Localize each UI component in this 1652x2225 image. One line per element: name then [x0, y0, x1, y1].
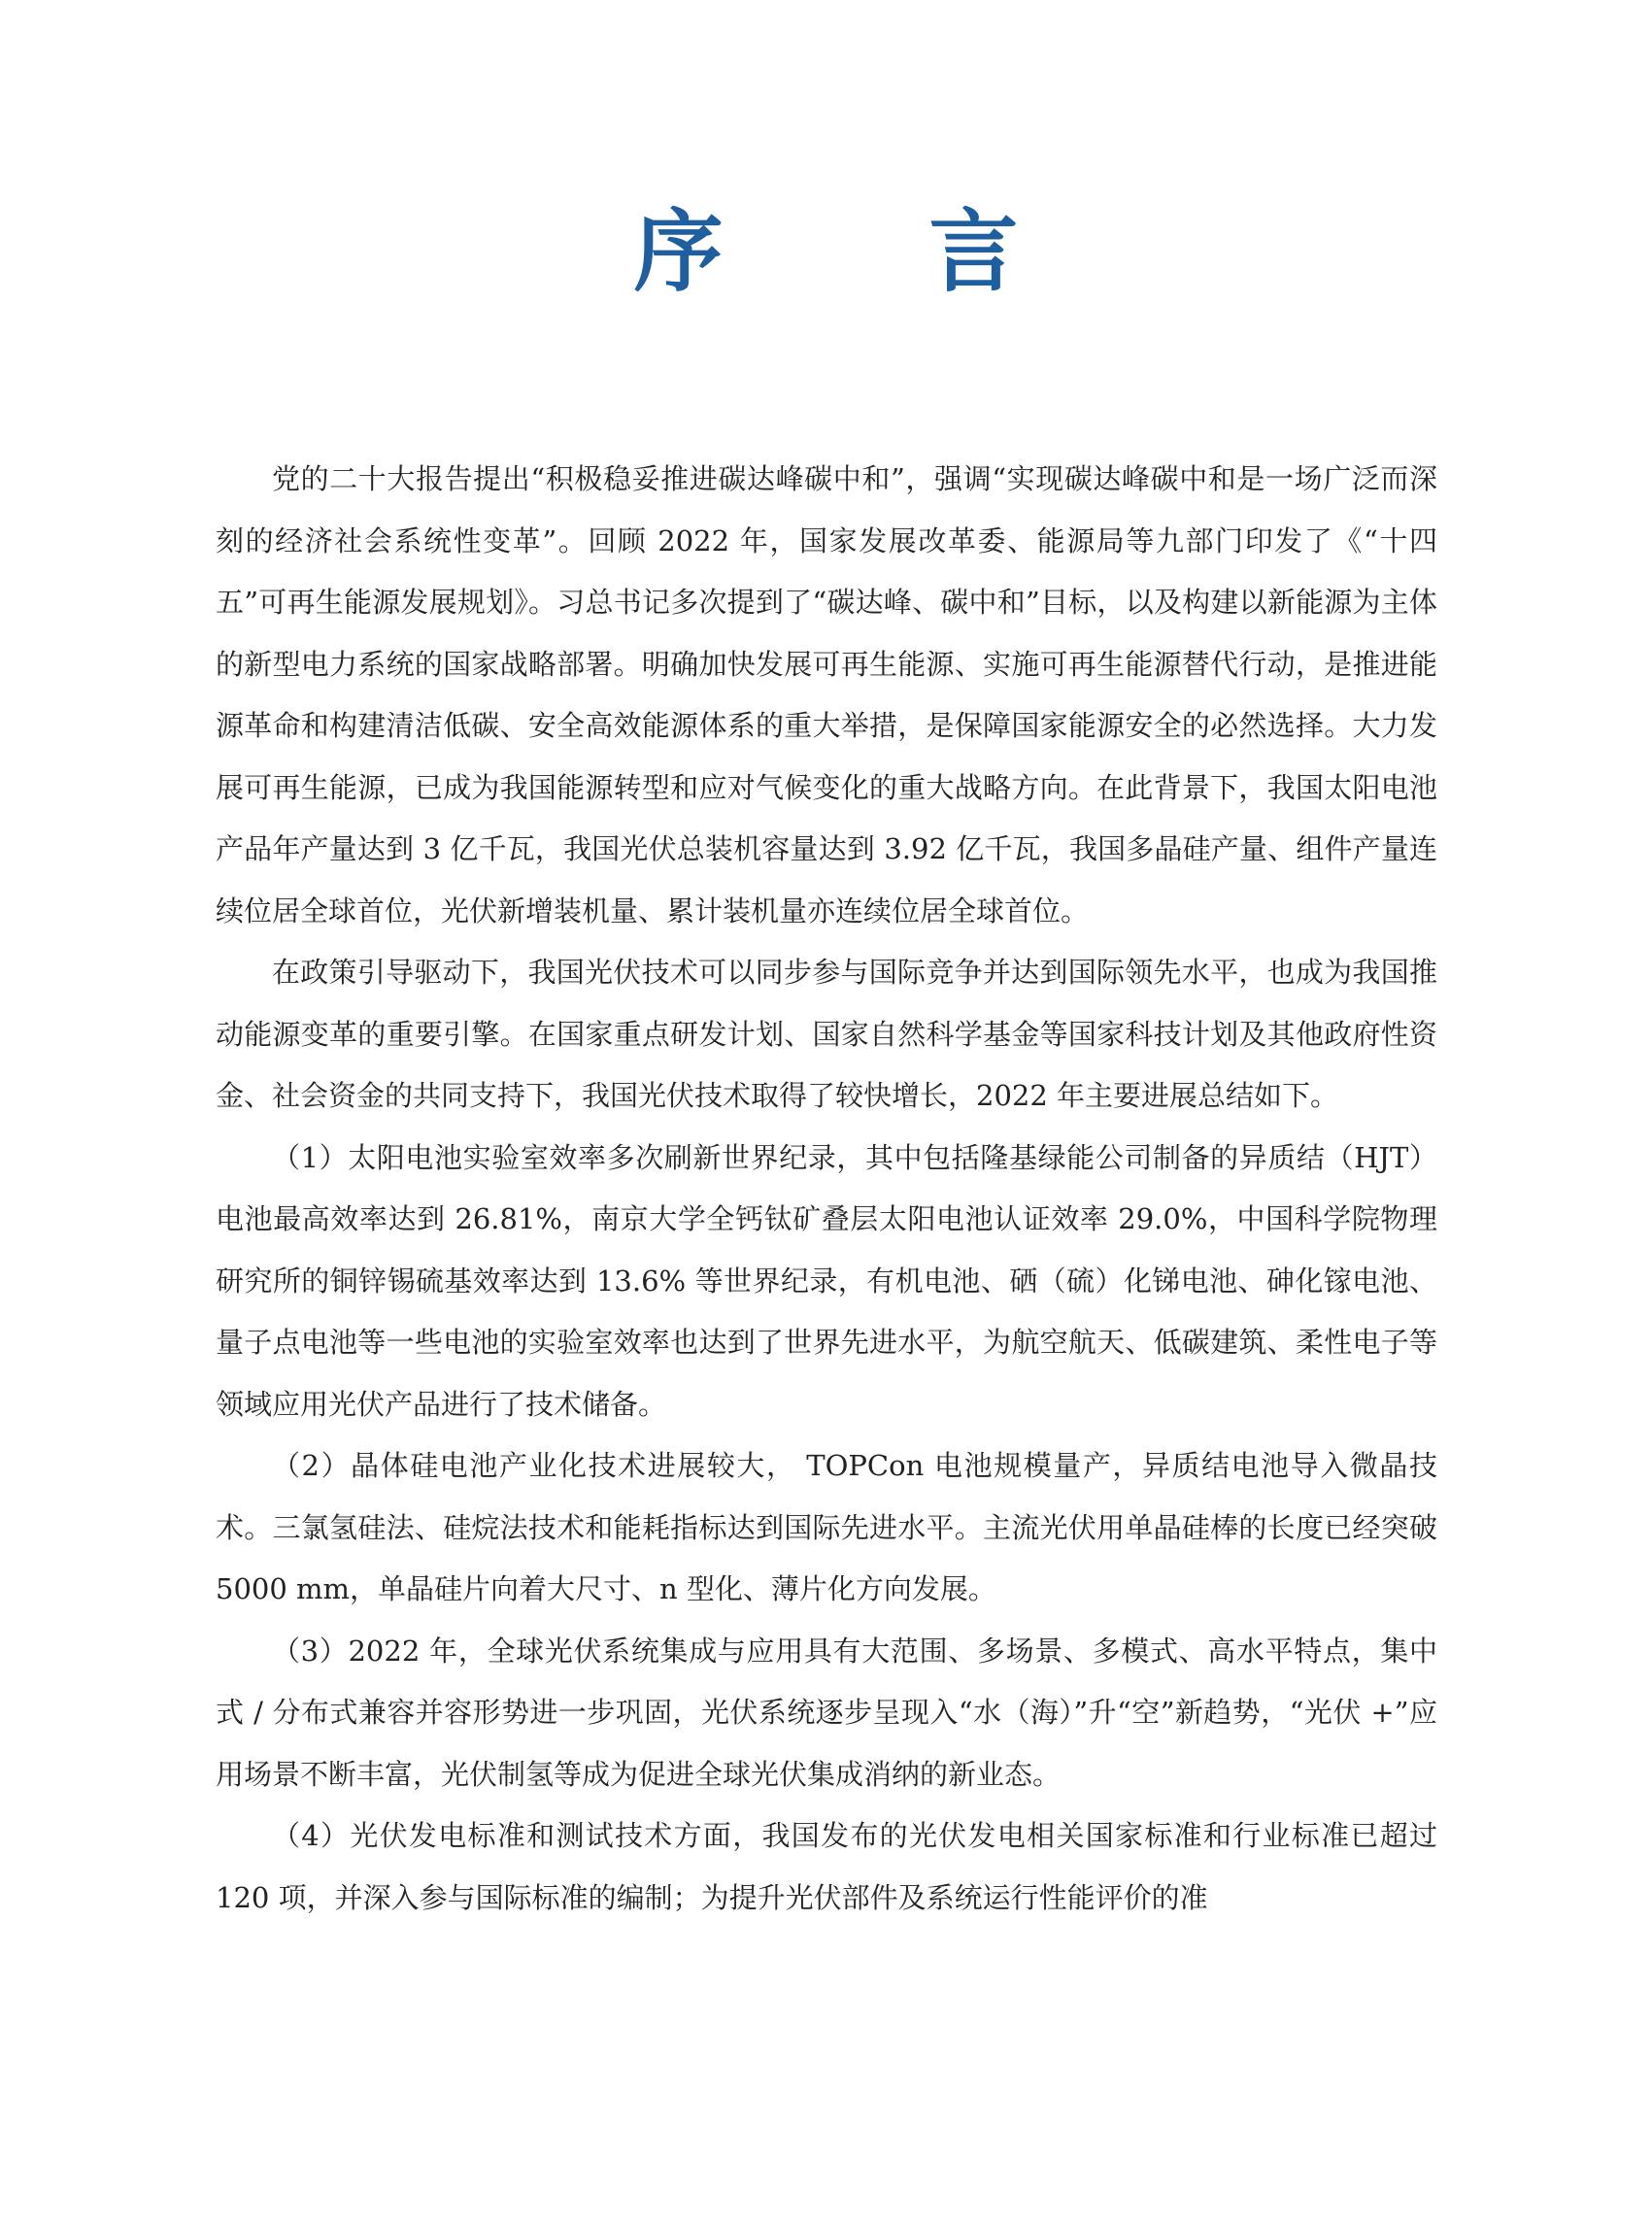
- paragraph-item-4: （4）光伏发电标准和测试技术方面，我国发布的光伏发电相关国家标准和行业标准已超过 120 项，并深入参与国际标准的编制；为提升光伏部件及系统运行性能评价的准: [216, 1819, 1437, 1914]
- paragraph-intro: 党的二十大报告提出“积极稳妥推进碳达峰碳中和”，强调“实现碳达峰碳中和是一场广泛而深刻的经济社会系统性变革”。回顾 2022 年，国家发展改革委、能源局等九部门印发了《“十四五”可再生能源发展规划》。习总书记多次提到了“碳达峰、碳中和”目标，以及构建以新能源为主体的新型电力系统的国家战略部署。明确加快发展可再生能源、实施可再生能源替代行动，是推进能源革命和构建清洁低碳、安全高效能源体系的重大举措，是保障国家能源安全的必然选择。大力发展可再生能源，已成为我国能源转型和应对气候变化的重大战略方向。在此背景下，我国太阳电池产品年产量达到 3 亿千瓦，我国光伏总装机容量达到 3.92 亿千瓦，我国多晶硅产量、组件产量连续位居全球首位，光伏新增装机量、累计装机量亦连续位居全球首位。: [216, 462, 1437, 927]
- paragraph-item-1: （1）太阳电池实验室效率多次刷新世界纪录，其中包括隆基绿能公司制备的异质结（HJT）电池最高效率达到 26.81%，南京大学全钙钛矿叠层太阳电池认证效率 29.0%，中国科学院物理研究所的铜锌锡硫基效率达到 13.6% 等世界纪录，有机电池、硒（硫）化锑电池、砷化镓电池、量子点电池等一些电池的实验室效率也达到了世界先进水平，为航空航天、低碳建筑、柔性电子等领域应用光伏产品进行了技术储备。: [216, 1140, 1437, 1421]
- paragraph-item-2: （2）晶体硅电池产业化技术进展较大， TOPCon 电池规模量产，异质结电池导入微晶技术。三氯氢硅法、硅烷法技术和能耗指标达到国际先进水平。主流光伏用单晶硅棒的长度已经突破 5000 mm，单晶硅片向着大尺寸、n 型化、薄片化方向发展。: [216, 1449, 1437, 1605]
- paragraph-policy: 在政策引导驱动下，我国光伏技术可以同步参与国际竞争并达到国际领先水平，也成为我国推动能源变革的重要引擎。在国家重点研发计划、国家自然科学基金等国家科技计划及其他政府性资金、社会资金的共同支持下，我国光伏技术取得了较快增长，2022 年主要进展总结如下。: [216, 956, 1437, 1112]
- page-title: 序 言: [633, 200, 1106, 304]
- preface-body: [216, 449, 1437, 1929]
- paragraph-item-3: （3）2022 年，全球光伏系统集成与应用具有大范围、多场景、多模式、高水平特点，集中式 / 分布式兼容并容形势进一步巩固，光伏系统逐步呈现入“水（海）”升“空”新趋势，“光伏 +”应用场景不断丰富，光伏制氢等成为促进全球光伏集成消纳的新业态。: [216, 1634, 1437, 1791]
